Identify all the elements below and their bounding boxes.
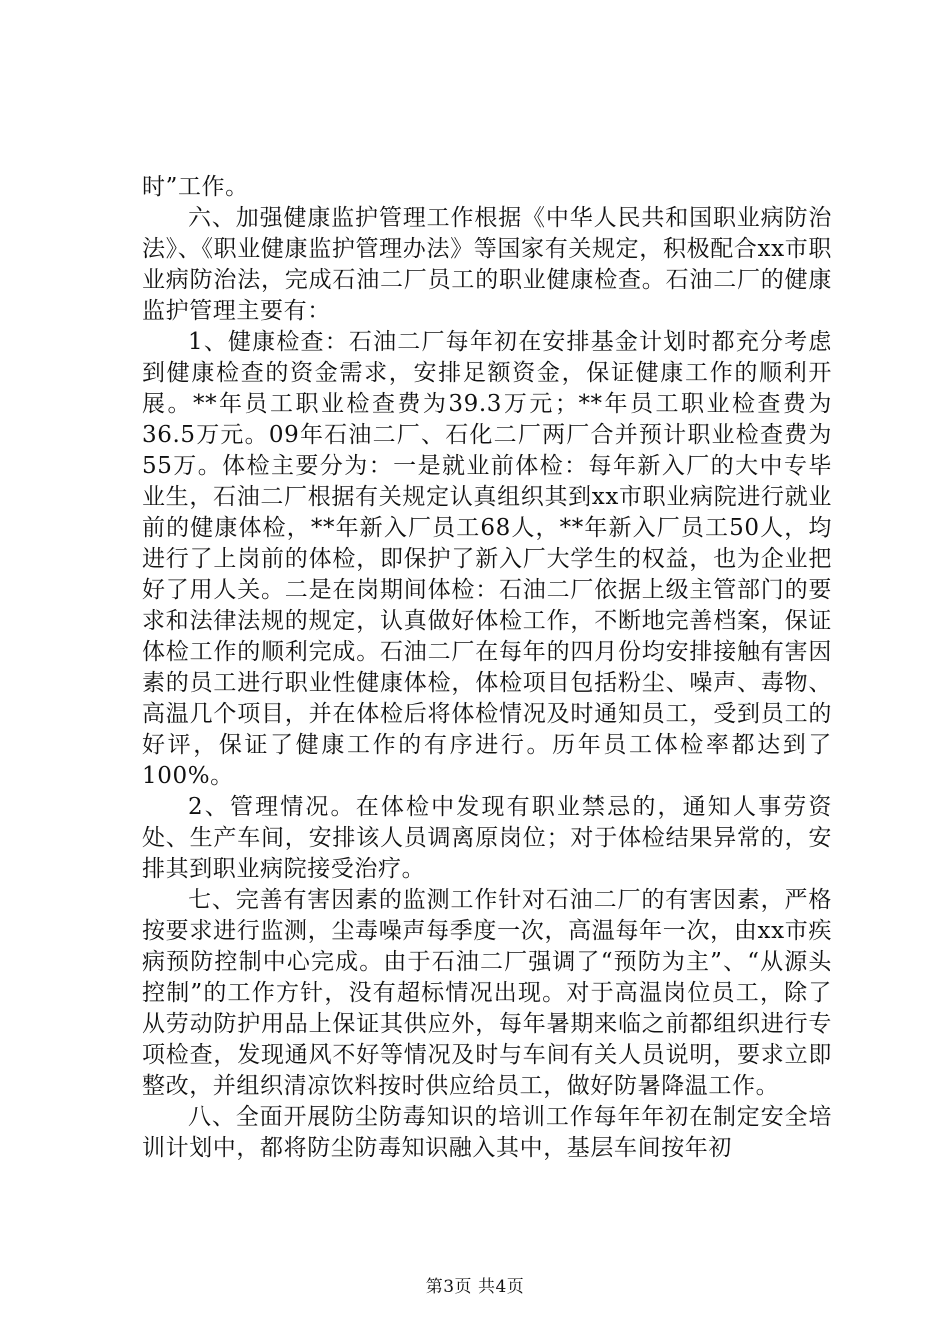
paragraph-section-six: 六、加强健康监护管理工作根据《中华人民共和国职业病防治法》、《职业健康监护管理办法》等国家有关规定，积极配合xx市职业病防治法，完成石油二厂员工的职业健康检查。石油二厂的健康监护管理主要有： [142, 205, 832, 324]
document-body [142, 172, 832, 1164]
page-number-footer: 第3页 共4页 [425, 1277, 525, 1297]
paragraph-section-seven: 七、完善有害因素的监测工作针对石油二厂的有害因素，严格按要求进行监测，尘毒噪声每季度一次，高温每年一次，由xx市疾病预防控制中心完成。由于石油二厂强调了“预防为主”、“从源头控制”的工作方针，没有超标情况出现。对于高温岗位员工，除了从劳动防护用品上保证其供应外，每年暑期来临之前都组织进行专项检查，发现通风不好等情况及时与车间有关人员说明，要求立即整改，并组织清凉饮料按时供应给员工，做好防暑降温工作。 [142, 887, 832, 1099]
paragraph-management: 2、管理情况。在体检中发现有职业禁忌的，通知人事劳资处、生产车间，安排该人员调离原岗位；对于体检结果异常的，安排其到职业病院接受治疗。 [142, 794, 832, 882]
paragraph-health-check: 1、健康检查：石油二厂每年初在安排基金计划时都充分考虑到健康检查的资金需求，安排足额资金，保证健康工作的顺利开展。**年员工职业检查费为39.3万元；**年员工职业检查费为36.5万元。09年石油二厂、石化二厂两厂合并预计职业检查费为55万。体检主要分为：一是就业前体检：每年新入厂的大中专毕业生，石油二厂根据有关规定认真组织其到xx市职业病院进行就业前的健康体检，**年新入厂员工68人，**年新入厂员工50人，均进行了上岗前的体检，即保护了新入厂大学生的权益，也为企业把好了用人关。二是在岗期间体检：石油二厂依据上级主管部门的要求和法律法规的规定，认真做好体检工作，不断地完善档案，保证体检工作的顺利完成。石油二厂在每年的四月份均安排接触有害因素的员工进行职业性健康体检，体检项目包括粉尘、噪声、毒物、高温几个项目，并在体检后将体检情况及时通知员工，受到员工的好评，保证了健康工作的有序进行。历年员工体检率都达到了100%。 [142, 329, 832, 789]
paragraph-continuation: 时”工作。 [142, 174, 249, 200]
paragraph-section-eight: 八、全面开展防尘防毒知识的培训工作每年年初在制定安全培训计划中，都将防尘防毒知识融入其中，基层车间按年初 [142, 1104, 832, 1161]
